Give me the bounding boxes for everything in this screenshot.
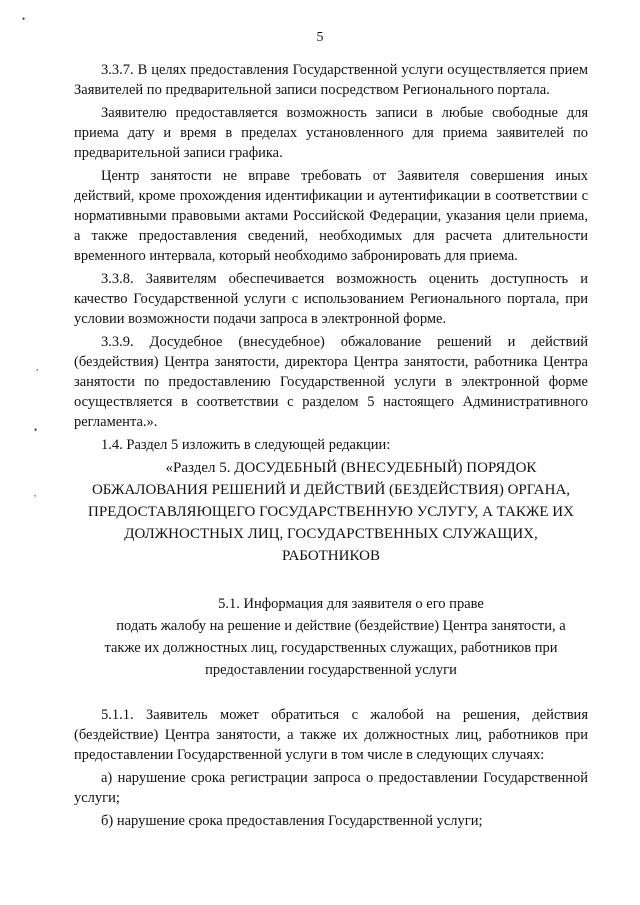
page-number: 5	[316, 30, 324, 45]
paragraph-3-3-9: 3.3.9. Досудебное (внесудебное) обжалование решений и действий (бездействия) Центра занятости, директора Центра занятости, работника Центра занятости по предоставлению Государственной услуги в электронной форме осуществляется в соответствии с разделом 5 настоящего Административного регламента.».	[74, 334, 588, 430]
spacer	[74, 681, 588, 705]
subheading-line: 5.1. Информация для заявителя о его праве	[218, 596, 484, 612]
paragraph-booking: Заявителю предоставляется возможность записи в любые свободные для приема дату и время в пределах установленного для приема заявителей по предварительной записи графика.	[74, 105, 588, 161]
paragraph-3-3-7: 3.3.7. В целях предоставления Государственной услуги осуществляется прием Заявителей по предварительной записи посредством Регионального портала.	[74, 62, 588, 98]
list-item-a: а) нарушение срока регистрации запроса о предоставлении Государственной услуги;	[74, 770, 588, 806]
paragraph-restrictions: Центр занятости не вправе требовать от Заявителя совершения иных действий, кроме прохождения идентификации и аутентификации в соответствии с нормативными правовыми актами Российской Федерации, указания цели приема, а также предоставления сведений, необходимых для расчета длительности временного интервала, который необходимо забронировать для приема.	[74, 168, 588, 264]
subsection-5-1-heading	[74, 593, 588, 681]
scan-speck-mark: ,	[36, 362, 39, 372]
section-heading-line: РАБОТНИКОВ	[282, 548, 380, 564]
section-heading-line: ОБЖАЛОВАНИЯ РЕШЕНИЙ И ДЕЙСТВИЙ (БЕЗДЕЙСТВИЯ) ОРГАНА,	[91, 482, 571, 498]
list-item-b: б) нарушение срока предоставления Государственной услуги;	[101, 813, 483, 829]
scan-speck-mark: •	[22, 14, 26, 24]
section-heading-line: «Раздел 5. ДОСУДЕБНЫЙ (ВНЕСУДЕБНЫЙ) ПОРЯДОК	[165, 460, 537, 476]
subheading-line: также их должностных лиц, государственных служащих, работников при	[104, 640, 558, 656]
scan-speck-mark: •	[34, 425, 38, 435]
paragraph-1-4: 1.4. Раздел 5 изложить в следующей редакции:	[101, 437, 391, 453]
paragraph-5-1-1: 5.1.1. Заявитель может обратиться с жалобой на решения, действия (бездействие) Центра занятости, а также их должностных лиц, работников при предоставлении Государственной услуги в том числе в следующих случаях:	[74, 707, 588, 763]
document-body	[74, 60, 588, 834]
section-heading-line: ПРЕДОСТАВЛЯЮЩЕГО ГОСУДАРСТВЕННУЮ УСЛУГУ, А ТАКЖЕ ИХ	[88, 504, 574, 520]
subheading-line: предоставлении государственной услуги	[205, 662, 457, 678]
subheading-line: подать жалобу на решение и действие (бездействие) Центра занятости, а	[116, 618, 566, 634]
scan-speck-mark: ,	[34, 488, 37, 498]
section-heading-line: ДОЛЖНОСТНЫХ ЛИЦ, ГОСУДАРСТВЕННЫХ СЛУЖАЩИХ,	[124, 526, 538, 542]
section-5-heading	[74, 457, 588, 567]
paragraph-3-3-8: 3.3.8. Заявителям обеспечивается возможность оценить доступность и качество Государственной услуги с использованием Регионального портала, при условии возможности подачи запроса в электронной форме.	[74, 271, 588, 327]
